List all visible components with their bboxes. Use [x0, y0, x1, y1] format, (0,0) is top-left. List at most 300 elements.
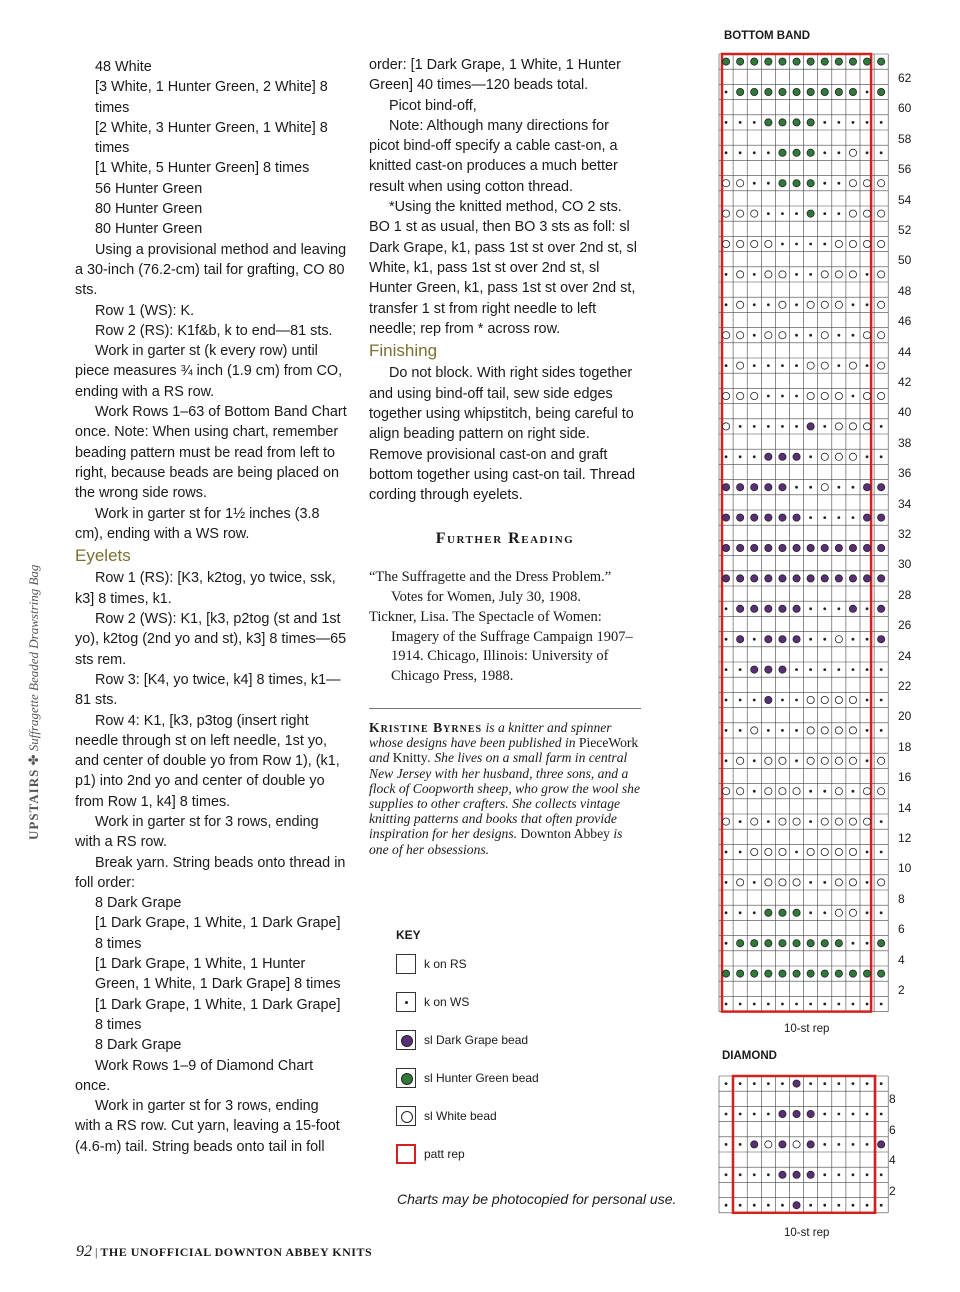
k-on-ws-dot — [866, 364, 869, 367]
k-on-ws-dot — [823, 1113, 826, 1116]
k-on-ws-dot — [852, 1173, 855, 1176]
white-bead — [849, 149, 856, 156]
k-on-ws-dot — [823, 607, 826, 610]
k-on-ws-dot — [725, 273, 728, 276]
white-bead — [849, 909, 856, 916]
green-bead — [878, 970, 885, 977]
white-bead — [835, 879, 842, 886]
k-on-ws-dot — [880, 455, 883, 458]
white-bead — [878, 210, 885, 217]
white-bead — [722, 423, 729, 430]
white-bead — [849, 818, 856, 825]
white-bead — [807, 696, 814, 703]
green-bead — [765, 970, 772, 977]
k-on-ws-dot — [837, 486, 840, 489]
white-bead — [849, 423, 856, 430]
grape-bead — [737, 605, 744, 612]
k-on-ws-dot — [795, 699, 798, 702]
row-number: 2 — [898, 983, 905, 997]
k-on-ws-dot — [739, 729, 742, 732]
paragraph: [3 White, 1 Hunter Green, 2 White] 8 times — [95, 79, 328, 116]
k-on-ws-dot — [753, 303, 756, 306]
k-on-ws-dot — [837, 1204, 840, 1207]
k-on-ws-dot — [866, 1173, 869, 1176]
k-on-ws-dot — [880, 1113, 883, 1116]
white-bead — [878, 240, 885, 247]
section-name: UPSTAIRS — [26, 768, 41, 840]
green-bead — [765, 909, 772, 916]
grape-bead — [751, 514, 758, 521]
row-number: 32 — [898, 527, 912, 541]
green-bead — [807, 58, 814, 65]
k-on-ws-dot — [767, 395, 770, 398]
white-bead — [835, 301, 842, 308]
green-bead — [779, 909, 786, 916]
white-bead — [737, 757, 744, 764]
grape-bead — [878, 484, 885, 491]
k-on-ws-dot — [753, 334, 756, 337]
k-on-ws-dot — [753, 151, 756, 154]
k-on-ws-dot — [866, 851, 869, 854]
k-on-ws-dot — [725, 668, 728, 671]
k-on-ws-dot — [823, 1082, 826, 1085]
paragraph: Row 1 (WS): K. — [95, 302, 195, 319]
key-label: k on RS — [424, 957, 467, 971]
k-on-ws-dot — [725, 699, 728, 702]
k-on-ws-dot — [739, 1204, 742, 1207]
k-on-ws-dot — [739, 911, 742, 914]
bio-text: . She lives on a small farm in central New Jersey with her husband, three sons, and a flock of Coopworth sheep, who grow the wool she supplies to other crafters. She collects vintage knitting patterns and books that often provide inspiration for her designs. — [369, 750, 640, 842]
grape-bead — [821, 575, 828, 582]
k-on-ws-dot — [725, 455, 728, 458]
grape-bead — [807, 575, 814, 582]
k-on-ws-dot — [852, 1143, 855, 1146]
paragraph: [1 Dark Grape, 1 White, 1 Hunter Green, 1 White, 1 Dark Grape] 8 times — [95, 956, 341, 993]
green-bead — [793, 58, 800, 65]
k-on-ws-dot — [866, 303, 869, 306]
k-on-ws-dot — [795, 425, 798, 428]
green-bead — [779, 149, 786, 156]
k-on-ws-dot — [753, 699, 756, 702]
key-label: patt rep — [424, 1147, 465, 1161]
grape-bead — [878, 636, 885, 643]
k-on-ws-dot — [852, 486, 855, 489]
row-number: 28 — [898, 587, 912, 602]
further-reading-title: Further Reading — [435, 530, 575, 547]
grape-bead — [878, 575, 885, 582]
k-on-ws-dot — [795, 759, 798, 762]
k-on-ws-dot — [725, 851, 728, 854]
k-on-ws-dot — [880, 668, 883, 671]
grape-bead — [765, 696, 772, 703]
k-on-ws-dot — [837, 151, 840, 154]
white-bead — [835, 909, 842, 916]
bio-publication: Knitty — [392, 750, 428, 766]
white-bead — [849, 362, 856, 369]
diamond-title: DIAMOND — [722, 1050, 777, 1062]
k-on-ws-dot — [809, 486, 812, 489]
white-bead — [765, 879, 772, 886]
k-on-ws-dot — [781, 699, 784, 702]
k-on-ws-dot — [823, 243, 826, 246]
k-on-ws-dot — [795, 364, 798, 367]
white-bead — [821, 332, 828, 339]
k-on-ws-dot — [725, 1204, 728, 1207]
diamond-rep-label: 10-st rep — [784, 1227, 830, 1239]
k-on-ws-dot — [739, 455, 742, 458]
green-bead — [849, 88, 856, 95]
k-on-ws-dot — [809, 1003, 812, 1006]
row-number: 18 — [898, 739, 912, 754]
grape-bead — [779, 605, 786, 612]
k-on-ws-dot — [823, 790, 826, 793]
white-bead — [878, 271, 885, 278]
white-bead — [737, 180, 744, 187]
grape-bead — [878, 544, 885, 551]
k-on-ws-dot — [725, 1003, 728, 1006]
white-bead — [751, 210, 758, 217]
k-on-ws-dot — [866, 151, 869, 154]
white-bead — [849, 453, 856, 460]
k-on-ws-dot — [866, 638, 869, 641]
white-bead — [737, 392, 744, 399]
k-on-ws-dot — [823, 151, 826, 154]
k-on-ws-dot — [866, 121, 869, 124]
white-bead — [835, 727, 842, 734]
paragraph: Row 1 (RS): [K3, k2tog, yo twice, ssk, k3] 8 times, k1. — [75, 570, 336, 607]
white-bead — [821, 362, 828, 369]
k-on-ws-dot — [753, 1003, 756, 1006]
k-on-ws-dot — [852, 1113, 855, 1116]
key-label: sl Dark Grape bead — [424, 1033, 529, 1047]
grape-bead — [863, 514, 870, 521]
k-on-ws-dot — [880, 1082, 883, 1085]
k-on-ws-dot — [852, 1082, 855, 1085]
k-on-ws-dot — [725, 881, 728, 884]
k-on-ws-dot — [795, 729, 798, 732]
grape-bead — [793, 1202, 800, 1209]
white-bead — [807, 362, 814, 369]
row-number: 54 — [898, 192, 912, 207]
row-number: 24 — [898, 648, 912, 663]
green-bead — [793, 909, 800, 916]
grape-bead — [751, 484, 758, 491]
green-bead — [793, 149, 800, 156]
k-on-ws-dot — [795, 1003, 798, 1006]
page-number: 92 — [76, 1243, 92, 1260]
green-bead — [793, 180, 800, 187]
paragraph: Note: Although many directions for picot bind-off specify a cable cast-on, a knitted cast-on produces a much better result when using cotton thread. — [369, 117, 618, 195]
k-on-ws-dot — [767, 212, 770, 215]
grape-bead — [722, 484, 729, 491]
k-on-ws-dot — [809, 820, 812, 823]
grape-bead — [821, 544, 828, 551]
paragraph: Row 2 (WS): K1, [k3, p2tog (st and 1st yo), k2tog (2nd yo and st), k3] 8 times—65 sts rem. — [75, 611, 347, 668]
k-on-ws-dot — [866, 759, 869, 762]
row-number: 46 — [898, 314, 912, 329]
reference-item: “The Suffragette and the Dress Problem.” Votes for Women, July 30, 1908. — [369, 569, 612, 605]
white-bead — [849, 180, 856, 187]
k-on-ws-dot — [852, 395, 855, 398]
white-bead — [722, 788, 729, 795]
row-number: 56 — [898, 162, 912, 177]
k-on-ws-dot — [880, 851, 883, 854]
k-on-ws-dot — [852, 790, 855, 793]
k-on-ws-dot — [852, 638, 855, 641]
grape-bead — [807, 1141, 814, 1148]
white-bead — [878, 180, 885, 187]
row-number: 36 — [898, 466, 912, 481]
grape-bead — [765, 636, 772, 643]
k-on-ws-dot — [823, 182, 826, 185]
k-on-ws-dot — [852, 334, 855, 337]
paragraph: 8 Dark Grape — [95, 1037, 182, 1054]
grape-bead — [779, 636, 786, 643]
grape-bead — [751, 544, 758, 551]
white-bead — [849, 240, 856, 247]
white-bead — [849, 696, 856, 703]
white-bead — [765, 240, 772, 247]
white-bead — [821, 301, 828, 308]
k-on-ws-dot — [823, 212, 826, 215]
grape-bead — [849, 544, 856, 551]
row-number: 40 — [898, 405, 912, 420]
green-bead — [807, 149, 814, 156]
k-on-ws-dot — [866, 911, 869, 914]
k-on-ws-dot — [837, 212, 840, 215]
white-bead — [849, 271, 856, 278]
row-number: 14 — [898, 800, 912, 815]
k-on-ws-dot — [837, 1143, 840, 1146]
white-bead — [737, 362, 744, 369]
paragraph: [1 Dark Grape, 1 White, 1 Dark Grape] 8 times — [95, 915, 341, 952]
white-bead — [793, 788, 800, 795]
white-bead — [807, 727, 814, 734]
white-bead — [779, 757, 786, 764]
k-on-ws-dot — [739, 699, 742, 702]
white-bead — [779, 818, 786, 825]
grape-bead — [779, 453, 786, 460]
grape-bead — [878, 605, 885, 612]
k-on-ws-dot — [725, 303, 728, 306]
green-bead — [835, 970, 842, 977]
k-on-ws-dot — [739, 820, 742, 823]
k-on-ws-dot — [753, 425, 756, 428]
k-on-ws-dot — [753, 182, 756, 185]
white-bead — [878, 757, 885, 764]
photocopy-note: Charts may be photocopied for personal use. — [397, 1191, 677, 1207]
k-on-ws-dot — [781, 395, 784, 398]
grape-bead — [779, 1110, 786, 1117]
k-on-ws-dot — [823, 1003, 826, 1006]
white-bead — [835, 788, 842, 795]
k-on-ws-dot — [837, 668, 840, 671]
grape-bead — [779, 1141, 786, 1148]
paragraph: 80 Hunter Green — [95, 201, 203, 218]
white-bead — [835, 240, 842, 247]
row-number: 20 — [898, 709, 912, 724]
k-on-ws-dot — [753, 1113, 756, 1116]
k-on-ws-dot — [837, 516, 840, 519]
white-bead — [751, 392, 758, 399]
row-number: 42 — [898, 375, 912, 389]
white-bead — [793, 1141, 800, 1148]
green-bead — [807, 940, 814, 947]
k-on-ws-dot — [767, 1082, 770, 1085]
white-bead — [779, 848, 786, 855]
section-heading: Eyelets — [75, 546, 131, 566]
key-label: sl Hunter Green bead — [424, 1071, 539, 1085]
white-bead — [807, 392, 814, 399]
green-bead — [779, 58, 786, 65]
grape-bead — [807, 1110, 814, 1117]
row-number: 12 — [898, 831, 912, 845]
grape-bead — [722, 514, 729, 521]
white-bead — [807, 848, 814, 855]
grape-bead — [751, 666, 758, 673]
k-on-ws-dot — [767, 425, 770, 428]
article-title: Suffragette Beaded Drawstring Bag — [26, 564, 41, 752]
grape-bead — [779, 666, 786, 673]
white-bead — [779, 332, 786, 339]
grape-bead — [793, 605, 800, 612]
green-bead — [807, 210, 814, 217]
white-bead — [765, 848, 772, 855]
green-bead — [779, 940, 786, 947]
k-on-ws-dot — [725, 1113, 728, 1116]
k-on-ws-dot — [866, 1113, 869, 1116]
row-number: 60 — [898, 101, 912, 116]
k-on-ws-dot — [725, 638, 728, 641]
paragraph: Work in garter st for 3 rows, ending with a RS row. Cut yarn, leaving a 15-foot (4.6-m) tail. String beads onto tail in foll — [75, 1098, 340, 1155]
white-bead — [821, 392, 828, 399]
k-on-ws-dot — [880, 911, 883, 914]
white-bead — [765, 757, 772, 764]
green-bead — [765, 940, 772, 947]
green-bead — [722, 970, 729, 977]
white-bead — [849, 848, 856, 855]
white-bead — [835, 392, 842, 399]
green-bead — [821, 970, 828, 977]
row-number: 58 — [898, 131, 912, 146]
green-bead — [807, 180, 814, 187]
k-on-ws-dot — [795, 273, 798, 276]
k-on-ws-dot — [823, 1143, 826, 1146]
k-on-ws-dot — [781, 1204, 784, 1207]
row-number: 8 — [889, 1092, 896, 1106]
white-bead — [863, 818, 870, 825]
k-on-ws-dot — [837, 121, 840, 124]
paragraph: Break yarn. String beads onto thread in foll order: — [75, 854, 346, 891]
row-number: 30 — [898, 557, 912, 572]
grape-bead — [737, 575, 744, 582]
bottom-band-title: BOTTOM BAND — [724, 30, 811, 42]
k-on-ws-dot — [866, 455, 869, 458]
k-on-ws-dot — [767, 1204, 770, 1207]
k-on-ws-dot — [837, 334, 840, 337]
k-on-ws-dot — [866, 699, 869, 702]
white-bead — [821, 696, 828, 703]
k-on-ws-dot — [739, 1173, 742, 1176]
grape-bead — [863, 484, 870, 491]
grape-bead — [793, 636, 800, 643]
white-bead — [722, 180, 729, 187]
k-on-ws-dot — [837, 1113, 840, 1116]
k-on-ws-dot — [739, 425, 742, 428]
k-on-ws-dot — [725, 759, 728, 762]
green-bead — [793, 88, 800, 95]
k-on-ws-dot — [725, 91, 728, 94]
white-bead — [821, 818, 828, 825]
row-number: 44 — [898, 344, 912, 359]
white-bead — [849, 210, 856, 217]
grape-bead — [863, 575, 870, 582]
grape-bead — [737, 636, 744, 643]
key-title: KEY — [396, 928, 421, 942]
k-on-ws-dot — [795, 212, 798, 215]
k-on-ws-dot — [767, 820, 770, 823]
grape-bead — [835, 544, 842, 551]
paragraph: 48 White — [95, 59, 152, 75]
row-number: 22 — [898, 679, 912, 693]
white-bead — [751, 727, 758, 734]
pattern-repeat-box — [722, 54, 871, 1012]
row-number: 4 — [889, 1153, 896, 1167]
k-on-ws-dot — [823, 638, 826, 641]
k-on-ws-dot — [739, 851, 742, 854]
green-bead — [751, 58, 758, 65]
reference-item: Tickner, Lisa. The Spectacle of Women: Imagery of the Suffrage Campaign 1907–1914. Chicago, Illinois: University of Chicago Press, 1988. — [369, 609, 633, 684]
white-bead — [835, 636, 842, 643]
green-bead — [737, 970, 744, 977]
white-bead — [863, 240, 870, 247]
k-on-ws-dot — [880, 820, 883, 823]
grape-bead — [793, 514, 800, 521]
white-bead — [863, 332, 870, 339]
k-on-ws-dot — [725, 911, 728, 914]
white-bead — [751, 818, 758, 825]
green-bead — [849, 970, 856, 977]
white-bead — [737, 210, 744, 217]
bio-text: and — [369, 750, 393, 766]
k-on-ws-dot — [739, 121, 742, 124]
white-bead — [863, 180, 870, 187]
green-bead — [878, 58, 885, 65]
grape-bead — [878, 514, 885, 521]
k-on-ws-dot — [809, 455, 812, 458]
k-on-ws-dot — [781, 1082, 784, 1085]
paragraph: Do not block. With right sides together and using bind-off tail, sew side edges together using whipstitch, being careful to align beading pattern on right side. Remove provisional cast-on and graft bottom together using cast-on tail. Thread cording through eyelets. — [369, 365, 636, 504]
white-bead — [737, 240, 744, 247]
green-bead — [807, 88, 814, 95]
k-on-ws-dot — [781, 729, 784, 732]
white-bead — [765, 1141, 772, 1148]
white-bead — [793, 818, 800, 825]
green-bead — [878, 88, 885, 95]
k-on-ws-dot — [880, 1003, 883, 1006]
k-on-ws-dot — [837, 364, 840, 367]
white-bead — [878, 788, 885, 795]
k-on-ws-dot — [795, 851, 798, 854]
green-bead — [793, 970, 800, 977]
row-number: 48 — [898, 283, 912, 298]
white-bead — [779, 879, 786, 886]
grape-bead — [737, 484, 744, 491]
k-on-ws-dot — [739, 668, 742, 671]
white-bead — [765, 788, 772, 795]
k-on-ws-dot — [725, 151, 728, 154]
row-number: 6 — [898, 922, 905, 937]
